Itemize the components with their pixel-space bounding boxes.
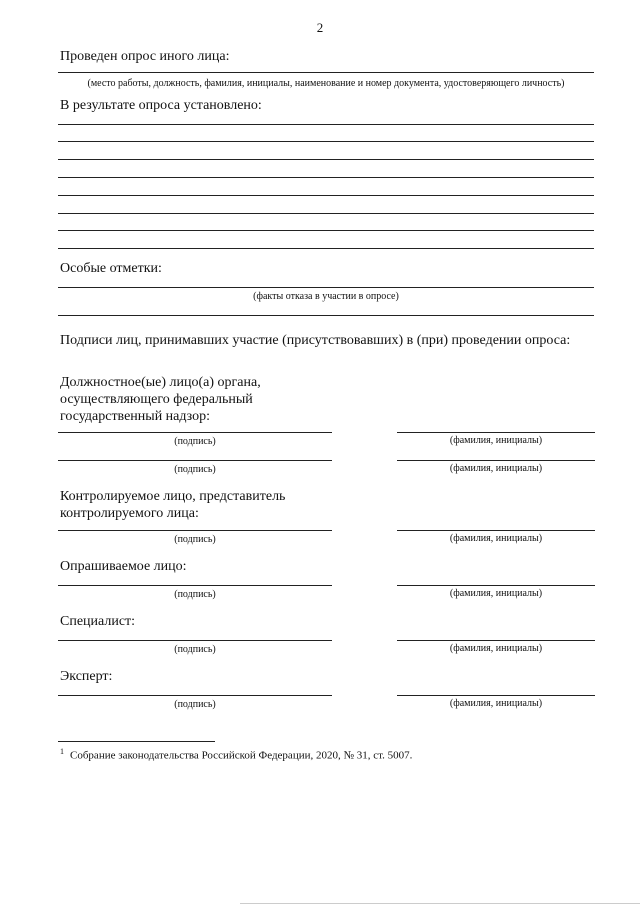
result-line[interactable] <box>58 195 594 196</box>
controlled-name-line[interactable] <box>397 530 595 531</box>
signature-caption: (подпись) <box>174 464 216 475</box>
officials-label <box>60 374 261 425</box>
footnote-text: Собрание законодательства Российской Федерации, 2020, № 31, ст. 5007. <box>70 749 413 762</box>
footnote-rule <box>58 741 215 742</box>
specialist-signature-line[interactable] <box>58 640 332 641</box>
person-field-line[interactable] <box>58 72 594 73</box>
official-signature-line[interactable] <box>58 460 332 461</box>
special-notes-line[interactable] <box>58 315 594 316</box>
official-name-line[interactable] <box>397 460 595 461</box>
controlled-label <box>60 488 285 522</box>
controlled-label-line: контролируемого лица: <box>60 506 199 521</box>
interviewee-name-line[interactable] <box>397 585 595 586</box>
controlled-label-line: Контролируемое лицо, представитель <box>60 489 286 504</box>
name-caption: (фамилия, инициалы) <box>449 643 543 654</box>
interviewee-label: Опрашиваемое лицо: <box>60 559 187 574</box>
expert-signature-line[interactable] <box>58 695 332 696</box>
officials-label-line: государственный надзор: <box>60 409 211 424</box>
name-caption: (фамилия, инициалы) <box>449 588 543 599</box>
specialist-name-line[interactable] <box>397 640 595 641</box>
result-line[interactable] <box>58 230 594 231</box>
result-line[interactable] <box>58 159 594 160</box>
result-line[interactable] <box>58 213 594 214</box>
expert-name-line[interactable] <box>397 695 595 696</box>
footnote <box>60 745 412 763</box>
survey-title: Проведен опрос иного лица: <box>60 49 230 64</box>
name-caption: (фамилия, инициалы) <box>449 435 543 446</box>
interviewee-signature-line[interactable] <box>58 585 332 586</box>
specialist-label: Специалист: <box>60 614 136 629</box>
signature-caption: (подпись) <box>174 589 216 600</box>
special-notes-line[interactable] <box>58 287 594 288</box>
name-caption: (фамилия, инициалы) <box>449 698 543 709</box>
special-notes-caption: (факты отказа в участии в опросе) <box>253 291 399 302</box>
name-caption: (фамилия, инициалы) <box>449 533 543 544</box>
result-line[interactable] <box>58 177 594 178</box>
person-field-caption: (место работы, должность, фамилия, инициалы, наименование и номер документа, удостоверяющего личность) <box>87 78 565 89</box>
name-caption: (фамилия, инициалы) <box>449 463 543 474</box>
special-notes-label: Особые отметки: <box>60 261 162 276</box>
result-line[interactable] <box>58 141 594 142</box>
officials-label-line: осуществляющего федеральный <box>60 392 253 407</box>
page-bottom-edge <box>240 903 640 904</box>
signature-caption: (подпись) <box>174 436 216 447</box>
result-label: В результате опроса установлено: <box>60 98 262 113</box>
official-signature-line[interactable] <box>58 432 332 433</box>
controlled-signature-line[interactable] <box>58 530 332 531</box>
signature-caption: (подпись) <box>174 534 216 545</box>
signatures-heading: Подписи лиц, принимавших участие (присутствовавших) в (при) проведении опроса: <box>60 333 571 348</box>
signature-caption: (подпись) <box>174 644 216 655</box>
result-line[interactable] <box>58 124 594 125</box>
expert-label: Эксперт: <box>60 669 113 684</box>
result-line[interactable] <box>58 248 594 249</box>
footnote-marker: 1 <box>60 747 64 756</box>
official-name-line[interactable] <box>397 432 595 433</box>
page-number: 2 <box>316 20 324 35</box>
signature-caption: (подпись) <box>174 699 216 710</box>
officials-label-line: Должностное(ые) лицо(а) органа, <box>60 375 261 390</box>
